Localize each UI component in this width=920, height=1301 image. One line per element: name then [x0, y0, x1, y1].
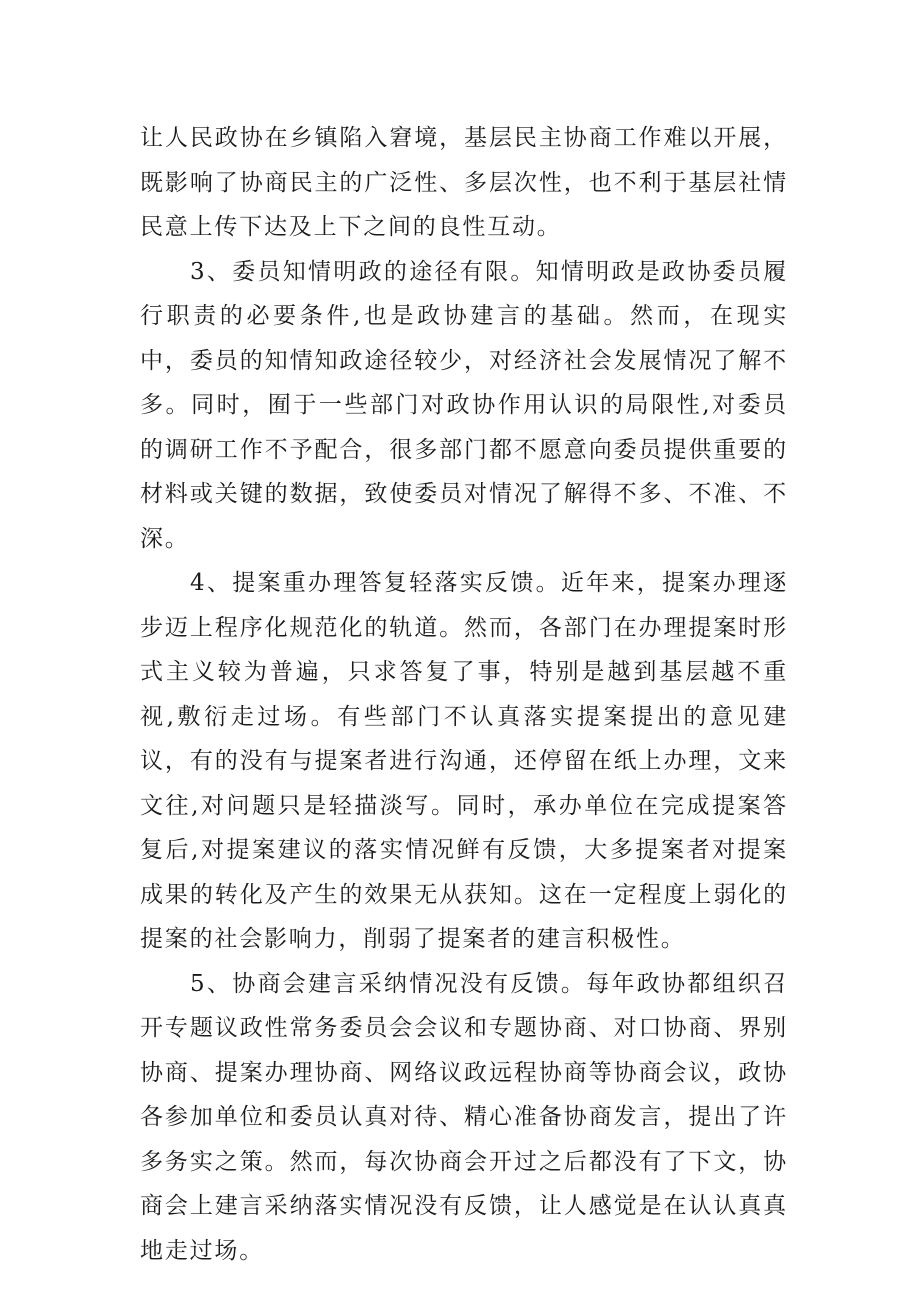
- paragraph-item-5: 5、协商会建言采纳情况没有反馈。每年政协都组织召开专题议政性常务委员会会议和专题协商、对口协商、界别协商、提案办理协商、网络议政远程协商等协商会议，政协各参加单位和委员认真对待、精心准备协商发言，提出了许多务实之策。然而，每次协商会开过之后都没有了下文，协商会上建言采纳落实情况没有反馈，让人感觉是在认认真真地走过场。: [140, 970, 788, 1264]
- paragraph-item-4: 4、提案重办理答复轻落实反馈。近年来，提案办理逐步迈上程序化规范化的轨道。然而，各部门在办理提案时形式主义较为普遍，只求答复了事，特别是越到基层越不重视,敷衍走过场。有些部门不认真落实提案提出的意见建议，有的没有与提案者进行沟通，还停留在纸上办理，文来文往,对问题只是轻描淡写。同时，承办单位在完成提案答复后,对提案建议的落实情况鲜有反馈，大多提案者对提案成果的转化及产生的效果无从获知。这在一定程度上弱化的提案的社会影响力，削弱了提案者的建言积极性。: [140, 570, 788, 952]
- document-body: [140, 116, 788, 1273]
- paragraph-item-3: 3、委员知情明政的途径有限。知情明政是政协委员履行职责的必要条件,也是政协建言的基础。然而，在现实中，委员的知情知政途径较少，对经济社会发展情况了解不多。同时，囿于一些部门对政协作用认识的局限性,对委员的调研工作不予配合，很多部门都不愿意向委员提供重要的材料或关键的数据，致使委员对情况了解得不多、不准、不深。: [140, 258, 788, 552]
- paragraph-continuation: 让人民政协在乡镇陷入窘境，基层民主协商工作难以开展，既影响了协商民主的广泛性、多层次性，也不利于基层社情民意上传下达及上下之间的良性互动。: [140, 125, 788, 240]
